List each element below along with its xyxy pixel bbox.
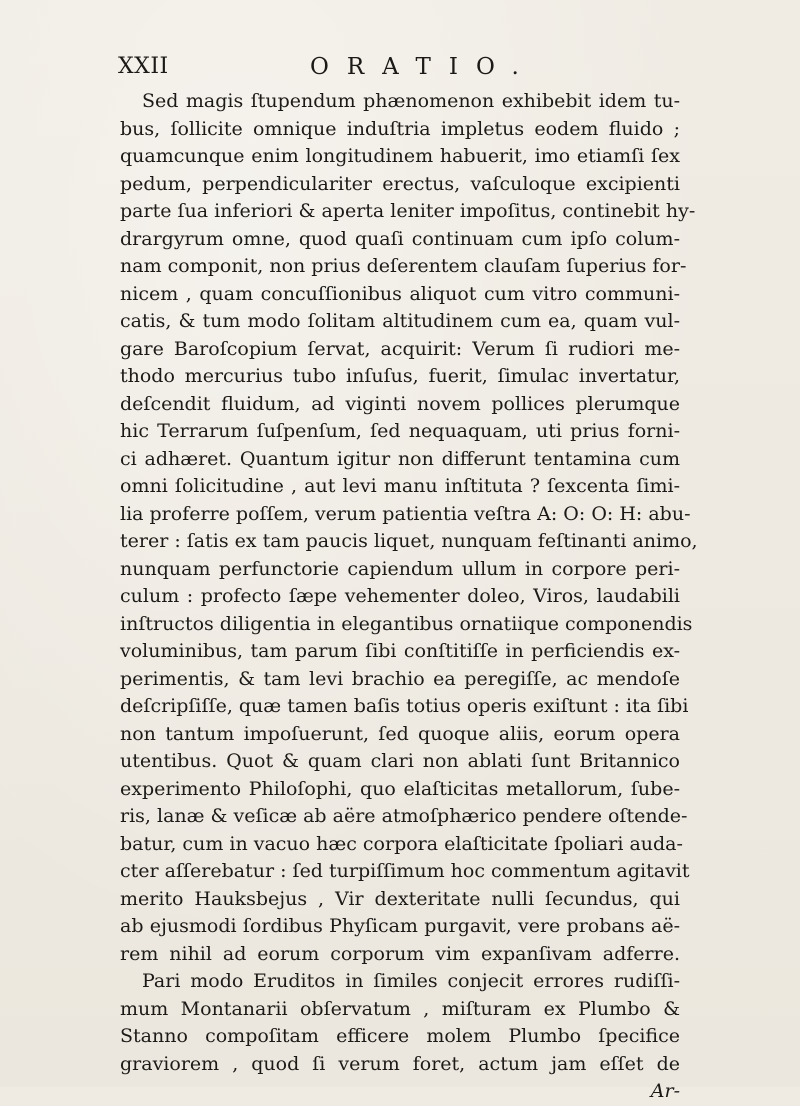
- text-line: ab ejusmodi ſordibus Phyſicam purgavit, vere probans aë-: [120, 915, 680, 937]
- text-line: graviorem , quod ſi verum foret, actum jam eſſet de: [120, 1052, 680, 1075]
- text-line: rem nihil ad eorum corporum vim expanſivam adferre.: [120, 942, 680, 965]
- text-line: perimentis, & tam levi brachio ea peregiſſe, ac mendoſe: [120, 667, 680, 690]
- text-line: nunquam perfunctorie capiendum ullum in corpore peri-: [120, 557, 680, 580]
- catchword: Ar-: [650, 1080, 680, 1102]
- text-line: ris, lanæ & veſicæ ab aëre atmoſphærico pendere oſtende-: [120, 805, 688, 827]
- text-line: utentibus. Quot & quam clari non ablati ſunt Britannico: [120, 750, 680, 772]
- text-line: hic Terrarum ſuſpenſum, ſed nequaquam, uti prius forni-: [120, 420, 680, 442]
- text-line: cter aſſerebatur : ſed turpiſſimum hoc commentum agitavit: [120, 860, 690, 882]
- text-line: nam componit, non prius deſerentem clauſam ſuperius for-: [120, 255, 687, 277]
- text-line: voluminibus, tam parum ſibi conſtitiſſe in perficiendis ex-: [120, 640, 680, 662]
- text-line: thodo mercurius tubo inſuſus, fuerit, ſimulac invertatur,: [120, 365, 680, 387]
- text-line: non tantum impoſuerunt, ſed quoque aliis, eorum opera: [120, 722, 680, 745]
- text-line: batur, cum in vacuo hæc corpora elaſticitate ſpoliari auda-: [120, 832, 683, 855]
- text-line: parte ſua inferiori & aperta leniter impoſitus, continebit hy-: [120, 200, 696, 222]
- text-line: experimento Philoſophi, quo elaſticitas metallorum, ſube-: [120, 777, 680, 800]
- text-line: mum Montanarii obſervatum , miſturam ex Plumbo &: [120, 997, 680, 1020]
- text-line: deſcripſiſſe, quæ tamen baſis totius operis exiſtunt : ita ſibi: [120, 695, 689, 717]
- text-line: drargyrum omne, quod quaſi continuam cum ipſo colum-: [120, 227, 680, 250]
- text-line: lia proferre poſſem, verum patientia veſtra A: O: O: H: abu-: [120, 502, 691, 525]
- text-line: Pari modo Eruditos in ſimiles conjecit errores rudiſſi-: [142, 970, 680, 992]
- text-line: catis, & tum modo ſolitam altitudinem cum ea, quam vul-: [120, 310, 680, 332]
- running-title: ORATIO.: [310, 54, 537, 80]
- text-line: ci adhæret. Quantum igitur non differunt tentamina cum: [120, 447, 680, 470]
- text-line: deſcendit fluidum, ad viginti novem pollices plerumque: [120, 392, 680, 415]
- page-number: XXII: [118, 54, 169, 79]
- text-line: Sed magis ſtupendum phænomenon exhibebit idem tu-: [142, 90, 680, 112]
- text-line: culum : profecto ſæpe vehementer doleo, Viros, laudabili: [120, 585, 680, 607]
- text-line: Stanno compoſitam efficere molem Plumbo ſpecifice: [120, 1025, 680, 1047]
- text-line: nicem , quam concuſſionibus aliquot cum vitro communi-: [120, 282, 680, 305]
- text-line: terer : ſatis ex tam paucis liquet, nunquam feſtinanti animo,: [120, 530, 698, 552]
- text-line: gare Baroſcopium ſervat, acquirit: Verum ſi rudiori me-: [120, 337, 680, 360]
- text-line: pedum, perpendiculariter erectus, vaſculoque excipienti: [120, 172, 680, 195]
- text-line: bus, ſollicite omnique induſtria impletus eodem fluido ;: [120, 117, 680, 140]
- text-line: merito Hauksbejus , Vir dexteritate nulli ſecundus, qui: [120, 887, 680, 910]
- text-line: inſtructos diligentia in elegantibus ornatiique componendis: [120, 612, 693, 635]
- body-text: [120, 88, 698, 1106]
- text-line: quamcunque enim longitudinem habuerit, imo etiamſi ſex: [120, 145, 680, 167]
- text-line: omni ſolicitudine , aut levi manu inſtituta ? ſexcenta ſimi-: [120, 475, 680, 497]
